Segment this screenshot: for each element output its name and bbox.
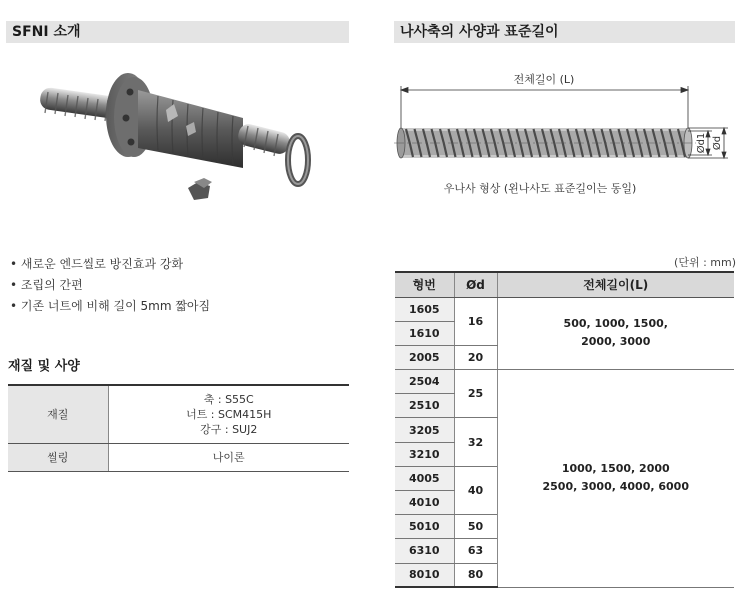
diameter-cell: 40 [454,466,497,514]
nut-body [138,90,243,168]
length-line: 2500, 3000, 4000, 6000 [542,480,689,494]
material-values [108,385,349,443]
model-cell: 3205 [395,418,454,442]
diameter-cell: 63 [454,539,497,563]
length-cell [497,297,734,370]
model-cell: 1605 [395,297,454,321]
seal-ring [288,136,308,184]
model-cell: 4010 [395,491,454,515]
diameter-cell: 32 [454,418,497,466]
table-row [395,297,734,321]
model-cell: 4005 [395,466,454,490]
diameter-cell: 80 [454,563,497,587]
section-title-shaft-spec: 나사축의 사양과 표준길이 [394,21,735,43]
d-label: Ød [712,135,723,151]
model-cell: 2504 [395,370,454,394]
diameter-cell: 50 [454,515,497,539]
material-shaft: 축 : S55C [203,392,254,406]
model-cell: 6310 [395,539,454,563]
model-cell: 8010 [395,563,454,587]
length-cell [497,370,734,588]
material-table [8,384,349,472]
header-model: 형번 [395,272,454,297]
material-nut: 너트 : SCM415H [186,407,272,421]
section-title-sfni: SFNI 소개 [6,21,349,43]
diameter-cell: 16 [454,297,497,345]
wiper-part [188,178,212,200]
length-label: 전체길이 (L) [513,73,575,86]
model-cell: 1610 [395,321,454,345]
model-cell: 2510 [395,394,454,418]
spec-table [395,271,734,588]
feature-item: • 조립의 간편 [10,275,210,296]
material-spec-heading: 재질 및 사양 [8,359,80,374]
feature-list [10,254,210,317]
seal-value: 나이론 [108,443,349,471]
shaft-diagram [386,68,734,178]
model-cell: 3210 [395,442,454,466]
diameter-cell: 25 [454,370,497,418]
material-label: 재질 [8,385,108,443]
length-line: 2000, 3000 [581,335,651,349]
seal-label: 씰링 [8,443,108,471]
model-cell: 2005 [395,345,454,369]
diagram-caption: 우나사 형상 (왼나사도 표준길이는 동일) [443,182,637,195]
length-line: 1000, 1500, 2000 [561,462,670,476]
feature-item: • 새로운 엔드씰로 방진효과 강화 [10,254,210,275]
d1-label: Ød1 [696,132,707,154]
screw-shaft-right [236,122,292,156]
ball-screw-nut-image [38,70,313,205]
material-ball: 강구 : SUJ2 [200,422,258,436]
header-length: 전체길이(L) [497,272,734,297]
header-diameter: Ød [454,272,497,297]
length-line: 500, 1000, 1500, [563,317,668,331]
diameter-cell: 20 [454,345,497,369]
table-row [395,370,734,394]
feature-item: • 기존 너트에 비해 길이 5mm 짧아짐 [10,296,210,317]
model-cell: 5010 [395,515,454,539]
threaded-shaft [394,128,696,158]
length-dimension [401,86,688,128]
unit-note: (단위 : mm) [674,256,736,269]
